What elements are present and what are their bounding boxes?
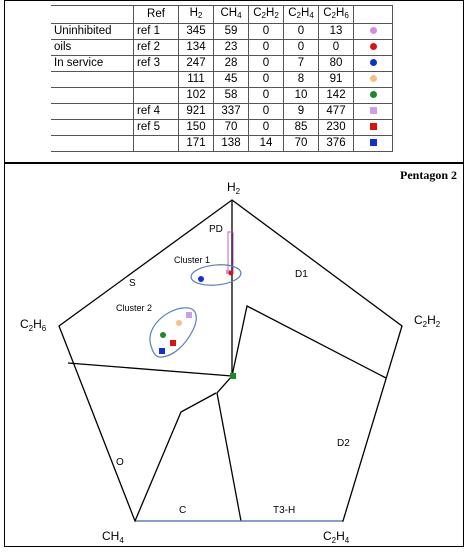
marker-center-square [230, 373, 236, 379]
zone-label-c: C [179, 505, 187, 516]
row-value: 477 [319, 104, 354, 120]
row-marker-cell [354, 24, 393, 40]
row-value: 142 [319, 88, 354, 104]
cluster-1-label: Cluster 1 [174, 255, 211, 265]
row-value: 28 [214, 56, 249, 72]
row-value: 345 [179, 24, 214, 40]
row-ref [134, 72, 179, 88]
row-value: 138 [214, 136, 249, 152]
row-label: In service [51, 56, 134, 72]
row-value: 23 [214, 40, 249, 56]
table-row [51, 120, 393, 136]
header-gas-1: $CH_4$ [214, 6, 249, 24]
row-value: 13 [319, 24, 354, 40]
row-marker-swatch [370, 139, 377, 146]
table-row [51, 136, 393, 152]
boundary-left [68, 363, 232, 376]
vertex-label-right: $C_2H_2$ [414, 313, 441, 329]
vertex-label-bottom-left: $CH_4$ [102, 529, 124, 545]
row-value: 85 [284, 120, 319, 136]
row-value: 0 [319, 40, 354, 56]
row-value: 70 [284, 136, 319, 152]
row-ref [134, 136, 179, 152]
row-label: Uninhibited [51, 24, 134, 40]
row-marker-swatch [370, 59, 377, 66]
row-value: 59 [214, 24, 249, 40]
row-value: 58 [214, 88, 249, 104]
row-marker-cell [354, 72, 393, 88]
row-marker-swatch [370, 27, 377, 34]
row-value: 0 [249, 24, 284, 40]
row-value: 921 [179, 104, 214, 120]
row-marker-cell [354, 120, 393, 136]
zone-label-t3h: T3-H [273, 505, 296, 516]
marker-green-dot [160, 332, 166, 338]
table-row [51, 56, 393, 72]
row-label [51, 88, 134, 104]
header-marker-cell [354, 6, 393, 24]
header-gas-2: $C_2H_2$ [249, 6, 284, 24]
figure-frame [4, 0, 464, 547]
row-value: 171 [179, 136, 214, 152]
row-marker-cell [354, 136, 393, 152]
gas-concentration-table [51, 5, 393, 152]
pentagon-title: Pentagon 2 [400, 168, 457, 182]
row-value: 0 [249, 56, 284, 72]
row-label [51, 104, 134, 120]
header-gas-3: $C_2H_4$ [284, 6, 319, 24]
marker-pd-dot [229, 271, 234, 276]
row-value: 134 [179, 40, 214, 56]
marker-orange-dot [176, 320, 182, 326]
row-marker-cell [354, 56, 393, 72]
table-row [51, 40, 393, 56]
row-value: 111 [179, 72, 214, 88]
zone-label-d2: D2 [337, 438, 350, 449]
duval-pentagon-panel [5, 164, 463, 547]
row-ref: ref 1 [134, 24, 179, 40]
row-value: 230 [319, 120, 354, 136]
row-marker-swatch [370, 75, 377, 82]
row-value: 0 [249, 120, 284, 136]
row-ref [134, 88, 179, 104]
table-row [51, 24, 393, 40]
row-value: 0 [249, 104, 284, 120]
row-value: 376 [319, 136, 354, 152]
header-gas-4: $C_2H_6$ [319, 6, 354, 24]
row-value: 14 [249, 136, 284, 152]
row-ref: ref 2 [134, 40, 179, 56]
row-value: 150 [179, 120, 214, 136]
marker-ref3-in-service [198, 276, 204, 282]
row-marker-swatch [370, 43, 377, 50]
vertex-label-left: $C_2H_6$ [20, 317, 47, 333]
header-gas-0: $H_2$ [179, 6, 214, 24]
row-value: 337 [214, 104, 249, 120]
pentagon-diagram [5, 164, 463, 547]
table-row [51, 72, 393, 88]
table-row [51, 88, 393, 104]
row-value: 247 [179, 56, 214, 72]
gas-table-panel [5, 1, 463, 164]
header-blank-cell [51, 6, 134, 24]
pentagon-outline [59, 200, 402, 521]
row-value: 0 [284, 40, 319, 56]
row-marker-cell [354, 88, 393, 104]
row-value: 7 [284, 56, 319, 72]
row-value: 70 [214, 120, 249, 136]
row-label [51, 72, 134, 88]
boundary-d2 [217, 376, 241, 521]
row-value: 10 [284, 88, 319, 104]
zone-label-o: O [116, 457, 124, 468]
row-ref: ref 5 [134, 120, 179, 136]
cluster-2-label: Cluster 2 [116, 303, 153, 313]
row-value: 0 [284, 24, 319, 40]
row-marker-cell [354, 40, 393, 56]
row-value: 0 [249, 72, 284, 88]
row-value: 45 [214, 72, 249, 88]
row-value: 91 [319, 72, 354, 88]
row-marker-swatch [370, 123, 377, 130]
row-value: 8 [284, 72, 319, 88]
row-value: 80 [319, 56, 354, 72]
table-header-row [51, 6, 393, 24]
vertex-label-bottom-right: $C_2H_4$ [323, 529, 350, 545]
row-ref: ref 4 [134, 104, 179, 120]
row-marker-swatch [370, 91, 377, 98]
row-value: 0 [249, 40, 284, 56]
row-value: 102 [179, 88, 214, 104]
marker-ref4-square [186, 312, 192, 318]
row-label [51, 120, 134, 136]
vertex-label-top: $H_2$ [227, 180, 241, 196]
row-marker-cell [354, 104, 393, 120]
marker-ref5-square [170, 340, 176, 346]
row-label: oils [51, 40, 134, 56]
row-ref: ref 3 [134, 56, 179, 72]
zone-label-s: S [129, 278, 136, 289]
header-ref: Ref [134, 6, 179, 24]
zone-label-d1: D1 [295, 269, 308, 280]
zone-label-pd: PD [209, 224, 223, 235]
boundary-o [135, 393, 216, 521]
row-label [51, 136, 134, 152]
table-row [51, 104, 393, 120]
cluster-1-outline [190, 263, 242, 287]
row-marker-swatch [370, 107, 377, 114]
boundary-d1 [232, 306, 386, 378]
row-value: 0 [249, 88, 284, 104]
row-value: 9 [284, 104, 319, 120]
marker-blue-square [159, 348, 165, 354]
